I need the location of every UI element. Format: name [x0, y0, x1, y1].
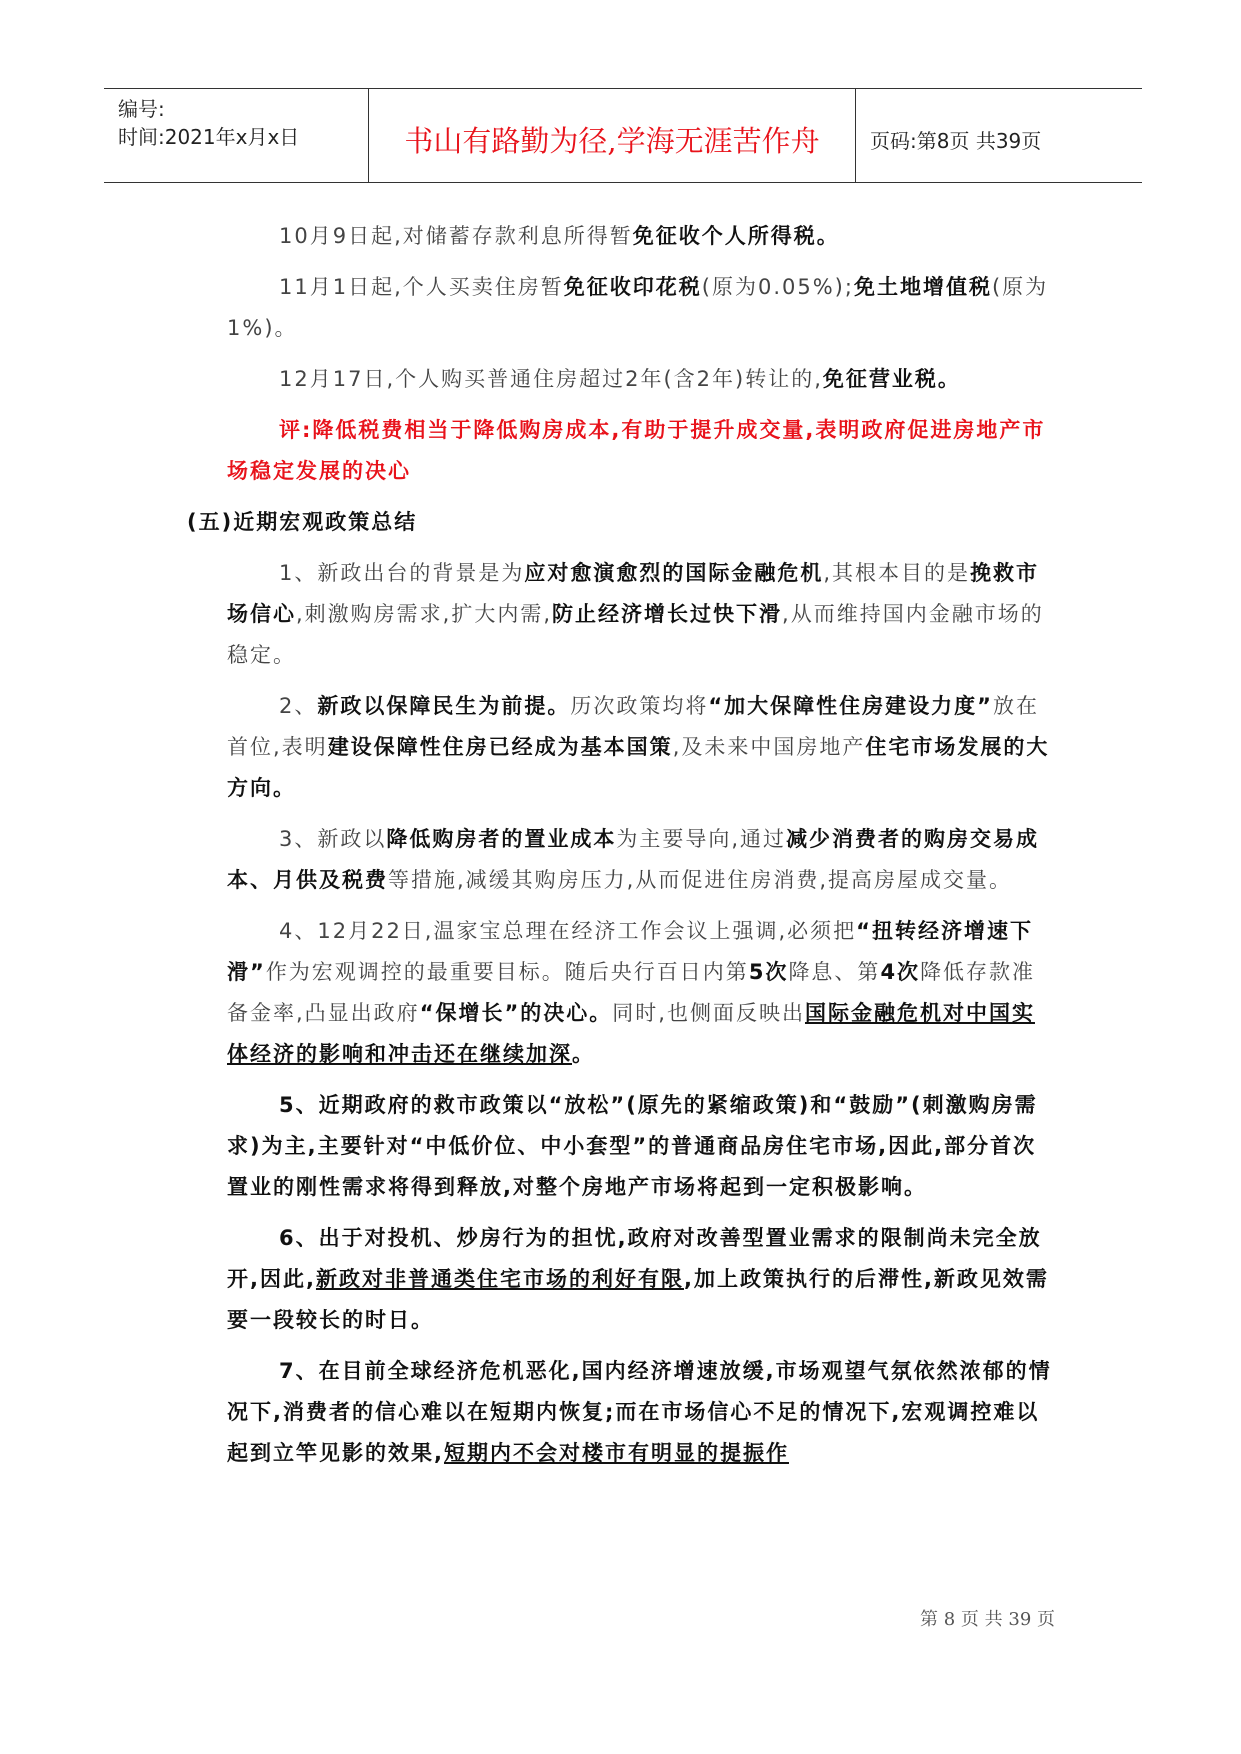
page-footer: 第 8 页 共 39 页 — [920, 1609, 1055, 1630]
bold-text: 免征收印花税 — [563, 275, 702, 299]
summary-item-2 — [227, 686, 1057, 809]
bold-text: 住宅市场发展的大方向。 — [227, 735, 1050, 800]
text: ,从而维持国内金融市场的稳定。 — [227, 602, 1044, 667]
text: 降息、第 — [788, 960, 881, 984]
text: 6、出于对投机、炒房行为的担忧,政府对改善型置业需求的限制尚未完全放开,因此, — [227, 1226, 1042, 1291]
bold-text: “保增长”的决心。 — [419, 1001, 613, 1025]
bold-text: 免征收个人所得税。 — [632, 224, 840, 248]
text: (原为1%)。 — [227, 275, 1049, 340]
text: 作为宏观调控的最重要目标。随后央行百日内第 — [265, 960, 749, 984]
bold-text: “加大保障性住房建设力度” — [708, 694, 993, 718]
text: 同时,也侧面反映出 — [612, 1001, 805, 1025]
summary-item-3 — [227, 819, 1057, 901]
text: 2、 — [279, 694, 318, 718]
text: ,其根本目的是 — [823, 561, 971, 585]
paragraph-interest-tax — [227, 216, 1057, 257]
summary-item-5: 5、近期政府的救市政策以“放松”(原先的紧缩政策)和“鼓励”(刺激购房需求)为主,主要针对“中低价位、中小套型”的普通商品房住宅市场,因此,部分首次置业的刚性需求将得到释放,对整个房地产市场将起到一定积极影响。 — [227, 1093, 1038, 1199]
bold-text: 5次 — [748, 960, 789, 984]
text: 1、新政出台的背景是为 — [279, 561, 525, 585]
underlined-text: 新政对非普通类住宅市场的利好有限 — [315, 1267, 684, 1291]
text: (原为0.05%); — [701, 275, 854, 299]
bold-text: 降低购房者的置业成本 — [386, 827, 617, 851]
bold-text: “扭转经济增速下滑” — [227, 919, 1033, 984]
header-motto-cell — [369, 89, 856, 182]
text: ,刺激购房需求,扩大内需, — [296, 602, 553, 626]
document-body — [187, 216, 1057, 1474]
paragraph-business-tax — [227, 359, 1057, 400]
summary-item-7 — [227, 1351, 1057, 1474]
text: 11月1日起,个人买卖住房暂 — [279, 275, 564, 299]
text: 历次政策均将 — [570, 694, 709, 718]
page-header — [104, 88, 1142, 183]
header-motto: 书山有路勤为径,学海无涯苦作舟 — [404, 124, 820, 158]
bold-text: 建设保障性住房已经成为基本国策 — [327, 735, 673, 759]
comment-paragraph: 评:降低税费相当于降低购房成本,有助于提升成交量,表明政府促进房地产市场稳定发展的决心 — [227, 418, 1046, 483]
underlined-text: 短期内不会对楼市有明显的提振作 — [443, 1441, 789, 1465]
header-page-cell — [856, 89, 1142, 182]
text: 降低存款准备金率,凸显出政府 — [227, 960, 1036, 1025]
bold-text: 应对愈演愈烈的国际金融危机 — [524, 561, 824, 585]
underlined-bold-text: 国际金融危机对中国实体经济的影响和冲击还在继续加深 — [227, 1001, 1035, 1066]
text: 10月9日起,对储蓄存款利息所得暂 — [279, 224, 633, 248]
summary-item-4 — [227, 911, 1057, 1075]
document-number-label: 编号: — [118, 97, 165, 121]
header-info-cell — [104, 89, 369, 182]
text: 等措施,减缓其购房压力,从而促进住房消费,提高房屋成交量。 — [388, 868, 1013, 892]
bold-text: 新政以保障民生为前提。 — [317, 694, 571, 718]
bold-text: 免土地增值税 — [853, 275, 992, 299]
section-title: (五)近期宏观政策总结 — [187, 510, 418, 534]
summary-item-6 — [227, 1218, 1057, 1341]
header-page-code: 页码:第8页 共39页 — [870, 129, 1042, 153]
bold-text: 免征营业税。 — [822, 367, 961, 391]
text: 12月17日,个人购买普通住房超过2年(含2年)转让的, — [279, 367, 823, 391]
text: ,加上政策执行的后滞性,新政见效需要一段较长的时日。 — [227, 1267, 1049, 1332]
bold-text: 挽救市场信心 — [227, 561, 1040, 626]
text: 为主要导向,通过 — [616, 827, 787, 851]
text: 放在首位,表明 — [227, 694, 1039, 759]
summary-item-1 — [227, 553, 1057, 676]
bold-text: 减少消费者的购房交易成本、月供及税费 — [227, 827, 1040, 892]
paragraph-stamp-tax — [227, 267, 1057, 349]
bold-text: 防止经济增长过快下滑 — [552, 602, 783, 626]
text: 7、在目前全球经济危机恶化,国内经济增速放缓,市场观望气氛依然浓郁的情况下,消费者的信心难以在短期内恢复;而在市场信心不足的情况下,宏观调控难以起到立竿见影的效果, — [227, 1359, 1052, 1465]
document-time-label: 时间:2021年x月x日 — [118, 125, 300, 149]
text: 3、新政以 — [279, 827, 387, 851]
bold-text: 。 — [572, 1042, 595, 1066]
bold-text: 4次 — [880, 960, 921, 984]
text: ,及未来中国房地产 — [672, 735, 866, 759]
text: 4、12月22日,温家宝总理在经济工作会议上强调,必须把 — [279, 919, 857, 943]
